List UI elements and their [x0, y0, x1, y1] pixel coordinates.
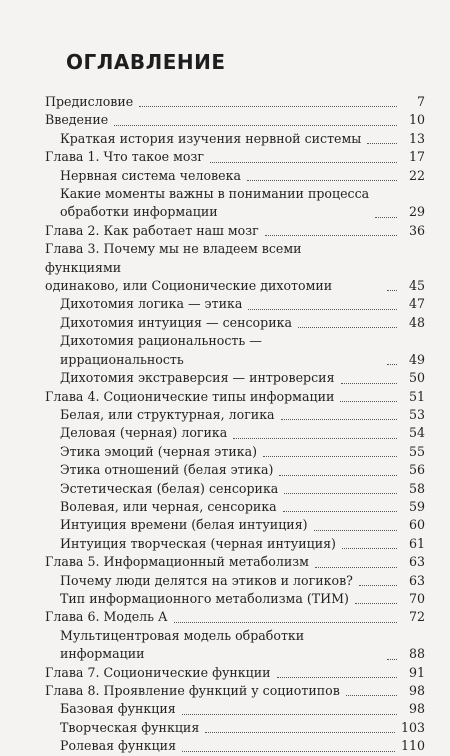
toc-chapter-entry [45, 240, 425, 295]
toc-entry-title [60, 737, 176, 755]
toc-page-number: 22 [408, 167, 425, 183]
toc-entry-title [45, 222, 259, 240]
dot-leader [277, 676, 397, 678]
toc-section-entry [45, 461, 425, 479]
toc-entry-title-line: обработки информации [60, 204, 218, 220]
toc-entry-title-line: Мультицентровая модель обработки информации [60, 627, 305, 662]
toc-section-entry [45, 295, 425, 313]
toc-section-entry [45, 369, 425, 387]
dot-leader [265, 234, 397, 236]
toc-chapter-entry [45, 93, 425, 111]
toc-page-number: 48 [408, 314, 425, 330]
dot-leader [346, 694, 397, 696]
toc-section-entry [45, 590, 425, 608]
toc-section-entry [45, 130, 425, 148]
dot-leader [284, 492, 397, 494]
toc-page-number: 72 [408, 609, 425, 625]
toc-entry-title-line: Дихотомия логика — этика [60, 296, 243, 312]
toc-chapter-entry [45, 222, 425, 240]
toc-entry-title [45, 553, 309, 571]
toc-entry-title [60, 424, 227, 442]
dot-leader [263, 455, 397, 457]
dot-leader [342, 547, 397, 549]
toc-page-number: 59 [408, 498, 425, 514]
toc-entry-title-line: Ролевая функция [60, 738, 177, 754]
toc-entry-title [60, 627, 381, 664]
toc-page-number: 7 [416, 94, 425, 109]
dot-leader [341, 382, 397, 384]
toc-entry-title-line: Глава 5. Информационный метаболизм [45, 554, 309, 570]
dot-leader [281, 418, 397, 420]
toc-entry-title-line: Глава 1. Что такое мозг [45, 149, 204, 165]
toc-section-entry [45, 443, 425, 461]
toc-page-number: 45 [408, 278, 425, 294]
dot-leader [283, 510, 397, 512]
toc-entry-title [45, 93, 133, 111]
dot-leader [182, 750, 395, 752]
toc-entry-title-line: Творческая функция [60, 719, 200, 735]
dot-leader [340, 400, 397, 402]
toc-section-entry [45, 516, 425, 534]
toc-entry-title [45, 682, 340, 700]
toc-page-number: 10 [408, 112, 425, 128]
dot-leader [233, 437, 397, 439]
toc-chapter-entry [45, 148, 425, 166]
toc-page-number: 13 [408, 130, 425, 146]
toc-entry-title-line: Дихотомия рациональность — иррациональность [60, 333, 262, 367]
toc-entry-title [60, 167, 241, 185]
dot-leader [205, 731, 395, 733]
dot-leader [174, 621, 397, 623]
toc-entry-title [60, 461, 273, 479]
toc-entry-title [45, 388, 334, 406]
dot-leader [298, 326, 397, 328]
toc-section-entry [45, 314, 425, 332]
toc-section-entry [45, 424, 425, 442]
dot-leader [367, 142, 397, 144]
dot-leader [182, 713, 397, 715]
toc-section-entry [45, 332, 425, 369]
toc-page-number: 103 [400, 719, 425, 735]
toc-page-number: 47 [408, 296, 425, 312]
toc-page-number: 36 [408, 222, 425, 238]
toc-entry-title-line: одинаково, или Соционические дихотомии [45, 278, 333, 294]
toc-entry-title [60, 516, 308, 534]
dot-leader [355, 602, 397, 604]
toc-entry-title [60, 406, 275, 424]
toc-entry-title [60, 314, 292, 332]
toc-entry-title [60, 369, 335, 387]
dot-leader [315, 566, 397, 568]
toc-page-number: 98 [408, 701, 425, 717]
page-title: ОГЛАВЛЕНИЕ [66, 50, 226, 74]
toc-page-number: 49 [408, 351, 425, 367]
dot-leader [248, 308, 397, 310]
toc-entry-title-line: Базовая функция [60, 701, 176, 717]
toc-page-number: 70 [408, 590, 425, 606]
toc-section-entry [45, 535, 425, 553]
toc-entry-title-line: Интуиция творческая (черная интуиция) [60, 535, 336, 551]
toc-page-number: 61 [408, 535, 425, 551]
toc-page-number: 54 [408, 425, 425, 441]
toc-section-entry [45, 719, 425, 737]
dot-leader [387, 289, 397, 291]
toc-entry-title [45, 240, 381, 295]
toc-entry-title [60, 700, 176, 718]
toc-entry-title [60, 443, 257, 461]
toc-chapter-entry [45, 664, 425, 682]
dot-leader [139, 105, 397, 107]
toc-entry-title-line: Дихотомия экстраверсия — интроверсия [60, 370, 335, 386]
toc-page-number: 60 [408, 517, 425, 533]
toc-entry-title [60, 185, 369, 222]
toc-page-number: 88 [408, 646, 425, 662]
toc-entry-title-line: Эстетическая (белая) сенсорика [60, 480, 279, 496]
toc-page-number: 29 [408, 204, 425, 220]
dot-leader [279, 474, 397, 476]
toc-entry-title [60, 535, 336, 553]
toc-section-entry [45, 627, 425, 664]
toc-entry-title [60, 498, 277, 516]
toc-section-entry [45, 737, 425, 755]
toc-entry-title-line: Глава 6. Модель А [45, 609, 168, 625]
dot-leader [387, 363, 397, 365]
toc-entry-title [60, 572, 353, 590]
toc-entry-title [45, 111, 108, 129]
dot-leader [314, 529, 397, 531]
toc-entry-title-line: Глава 2. Как работает наш мозг [45, 222, 259, 238]
toc-section-entry [45, 572, 425, 590]
toc-entry-title-line: Тип информационного метаболизма (ТИМ) [60, 590, 349, 606]
toc-section-entry [45, 480, 425, 498]
toc-entry-title [45, 148, 204, 166]
toc-entry-title [60, 130, 361, 148]
toc-entry-title [60, 295, 242, 313]
toc-entry-title-line: Глава 3. Почему мы не владеем всеми функциями [45, 241, 302, 275]
toc-page-number: 91 [408, 664, 425, 680]
toc-entry-title [60, 719, 199, 737]
toc-page-number: 51 [408, 388, 425, 404]
toc-entry-title-line: Этика эмоций (черная этика) [60, 443, 258, 459]
dot-leader [387, 658, 397, 660]
toc-section-entry [45, 406, 425, 424]
toc-entry-title-line: Нервная система человека [60, 167, 241, 183]
toc-page-number: 58 [408, 480, 425, 496]
toc-page-number: 17 [408, 149, 425, 165]
dot-leader [247, 179, 397, 181]
toc-section-entry [45, 167, 425, 185]
toc-entry-title-line: Введение [45, 112, 109, 128]
toc-entry-title-line: Белая, или структурная, логика [60, 406, 275, 422]
toc-section-entry [45, 185, 425, 222]
toc-chapter-entry [45, 682, 425, 700]
toc-page-number: 63 [408, 572, 425, 588]
dot-leader [359, 584, 397, 586]
toc-entry-title [45, 664, 271, 682]
toc-chapter-entry [45, 608, 425, 626]
toc-page-number: 56 [408, 462, 425, 478]
toc-entry-title [45, 608, 168, 626]
toc-entry-title-line: Интуиция времени (белая интуиция) [60, 517, 308, 533]
toc-entry-title-line: Дихотомия интуиция — сенсорика [60, 314, 292, 330]
toc-entry-title-line: Предисловие [45, 94, 134, 109]
toc-chapter-entry [45, 111, 425, 129]
toc-entry-title-line: Этика отношений (белая этика) [60, 462, 274, 478]
toc-page-number: 55 [408, 443, 425, 459]
toc-entry-title [60, 332, 381, 369]
toc-page-number: 63 [408, 554, 425, 570]
table-of-contents [45, 93, 425, 756]
toc-entry-title-line: Какие моменты важны в понимании процесса [60, 186, 370, 202]
toc-section-entry [45, 498, 425, 516]
dot-leader [210, 161, 397, 163]
toc-page-number: 50 [408, 370, 425, 386]
toc-entry-title-line: Деловая (черная) логика [60, 425, 228, 441]
toc-page-number: 110 [400, 738, 425, 754]
toc-entry-title [60, 590, 349, 608]
toc-entry-title-line: Глава 7. Соционические функции [45, 664, 271, 680]
toc-entry-title-line: Почему люди делятся на этиков и логиков? [60, 572, 353, 588]
toc-entry-title-line: Глава 4. Соционические типы информации [45, 388, 335, 404]
toc-chapter-entry [45, 553, 425, 571]
toc-entry-title-line: Волевая, или черная, сенсорика [60, 498, 277, 514]
toc-entry-title [60, 480, 278, 498]
toc-section-entry [45, 700, 425, 718]
toc-chapter-entry [45, 388, 425, 406]
dot-leader [375, 216, 397, 218]
toc-page-number: 53 [408, 406, 425, 422]
toc-page-number: 98 [408, 683, 425, 698]
toc-entry-title-line: Глава 8. Проявление функций у социотипов [45, 683, 340, 698]
dot-leader [114, 124, 397, 126]
toc-entry-title-line: Краткая история изучения нервной системы [60, 130, 362, 146]
